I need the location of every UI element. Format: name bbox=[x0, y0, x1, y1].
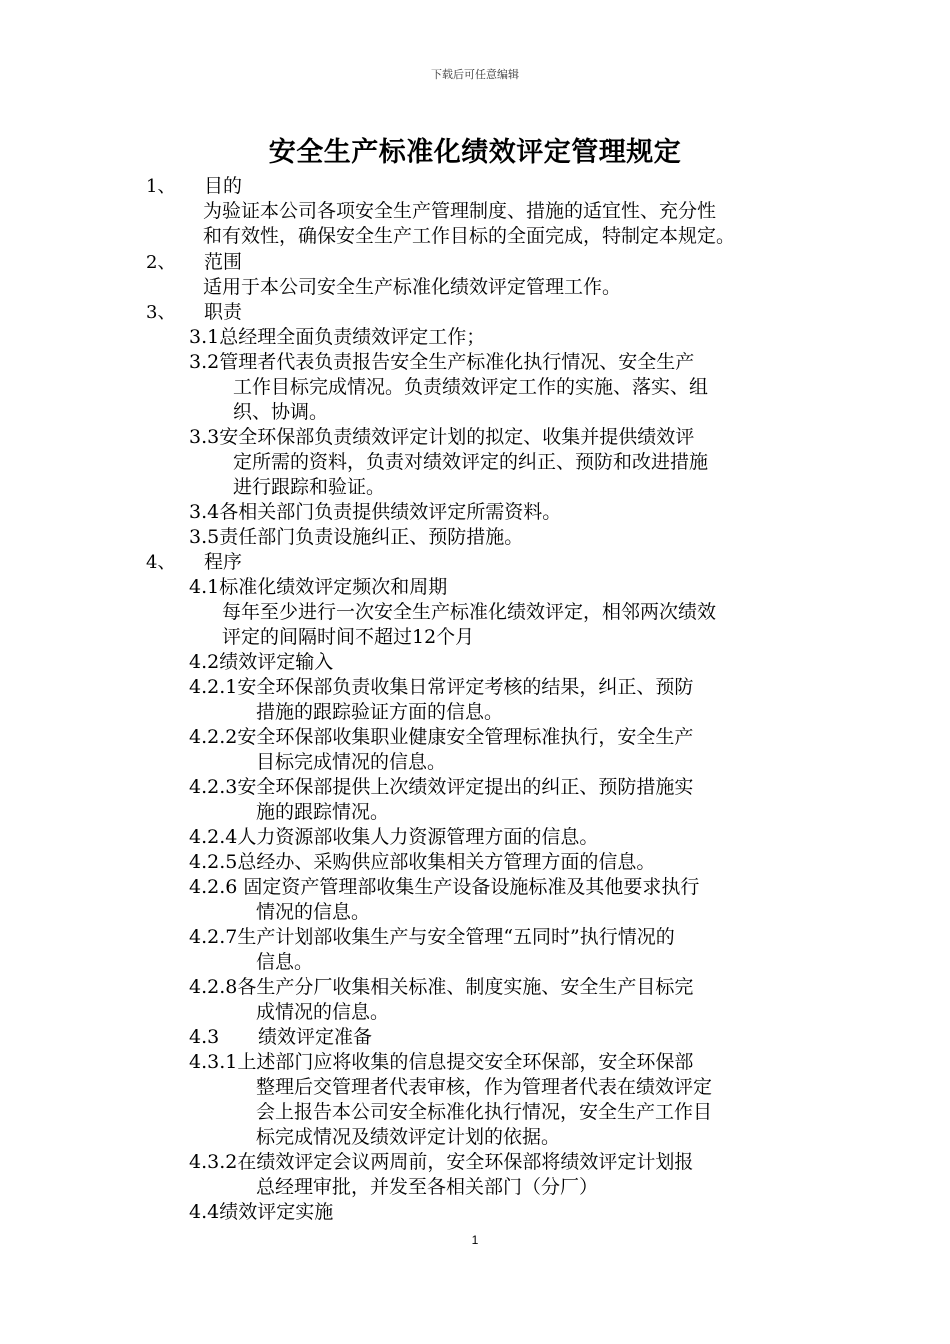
section-number: 4、 bbox=[146, 552, 176, 573]
paragraph-line: 为验证本公司各项安全生产管理制度、措施的适宜性、充分性 bbox=[203, 200, 717, 222]
list-item-continuation: 情况的信息。 bbox=[256, 901, 371, 923]
list-item: 4.3.2在绩效评定会议两周前，安全环保部将绩效评定计划报 bbox=[189, 1151, 694, 1173]
list-item-continuation: 整理后交管理者代表审核，作为管理者代表在绩效评定 bbox=[256, 1076, 713, 1098]
paragraph-line: 评定的间隔时间不超过12个月 bbox=[222, 626, 475, 648]
subsection-heading: 4.4绩效评定实施 bbox=[189, 1201, 334, 1223]
subsection-number: 4.3 bbox=[189, 1026, 220, 1048]
section-number: 3、 bbox=[146, 302, 176, 323]
page-header: 下载后可任意编辑 bbox=[431, 68, 519, 81]
section-heading: 职责 bbox=[204, 301, 243, 323]
section-number: 2、 bbox=[146, 252, 176, 273]
list-item: 4.2.2安全环保部收集职业健康安全管理标准执行，安全生产 bbox=[189, 726, 694, 748]
page-number: 1 bbox=[471, 1233, 479, 1247]
list-item: 4.2.8各生产分厂收集相关标准、制度实施、安全生产目标完 bbox=[189, 976, 694, 998]
document-title: 安全生产标准化绩效评定管理规定 bbox=[268, 137, 682, 168]
list-item-continuation: 措施的跟踪验证方面的信息。 bbox=[256, 701, 504, 723]
list-item: 4.2.7生产计划部收集生产与安全管理“五同时”执行情况的 bbox=[189, 926, 675, 948]
list-item: 4.2.1安全环保部负责收集日常评定考核的结果，纠正、预防 bbox=[189, 676, 694, 698]
list-item-continuation: 工作目标完成情况。负责绩效评定工作的实施、落实、组 bbox=[233, 376, 709, 398]
section-heading: 范围 bbox=[204, 251, 243, 273]
list-item: 4.2.3安全环保部提供上次绩效评定提出的纠正、预防措施实 bbox=[189, 776, 694, 798]
section-heading: 目的 bbox=[204, 175, 243, 197]
paragraph-line: 适用于本公司安全生产标准化绩效评定管理工作。 bbox=[203, 276, 622, 298]
list-item-continuation: 总经理审批，并发至各相关部门（分厂） bbox=[256, 1176, 599, 1198]
list-item-continuation: 信息。 bbox=[256, 951, 314, 973]
list-item: 3.1总经理全面负责绩效评定工作； bbox=[189, 326, 486, 348]
list-item-continuation: 目标完成情况的信息。 bbox=[256, 751, 447, 773]
list-item-continuation: 成情况的信息。 bbox=[256, 1001, 390, 1023]
subsection-heading: 4.1标准化绩效评定频次和周期 bbox=[189, 576, 448, 598]
list-item: 3.5责任部门负责设施纠正、预防措施。 bbox=[189, 526, 524, 548]
paragraph-line: 和有效性，确保安全生产工作目标的全面完成，特制定本规定。 bbox=[203, 225, 736, 247]
subsection-heading: 4.2绩效评定输入 bbox=[189, 651, 334, 673]
subsection-heading: 绩效评定准备 bbox=[258, 1026, 373, 1048]
list-item: 3.2管理者代表负责报告安全生产标准化执行情况、安全生产 bbox=[189, 351, 695, 373]
list-item-continuation: 定所需的资料，负责对绩效评定的纠正、预防和改进措施 bbox=[233, 451, 709, 473]
list-item: 3.3安全环保部负责绩效评定计划的拟定、收集并提供绩效评 bbox=[189, 426, 695, 448]
list-item-continuation: 施的跟踪情况。 bbox=[256, 801, 390, 823]
list-item: 4.3.1上述部门应将收集的信息提交安全环保部，安全环保部 bbox=[189, 1051, 694, 1073]
paragraph-line: 每年至少进行一次安全生产标准化绩效评定，相邻两次绩效 bbox=[222, 601, 717, 623]
list-item-continuation: 会上报告本公司安全标准化执行情况，安全生产工作目 bbox=[256, 1101, 713, 1123]
list-item-continuation: 织、协调。 bbox=[233, 401, 329, 423]
section-heading: 程序 bbox=[204, 551, 243, 573]
list-item: 3.4各相关部门负责提供绩效评定所需资料。 bbox=[189, 501, 562, 523]
list-item: 4.2.6 固定资产管理部收集生产设备设施标准及其他要求执行 bbox=[189, 876, 700, 898]
list-item: 4.2.4人力资源部收集人力资源管理方面的信息。 bbox=[189, 826, 599, 848]
list-item: 4.2.5总经办、采购供应部收集相关方管理方面的信息。 bbox=[189, 851, 656, 873]
list-item-continuation: 进行跟踪和验证。 bbox=[233, 476, 386, 498]
section-number: 1、 bbox=[146, 176, 176, 197]
list-item-continuation: 标完成情况及绩效评定计划的依据。 bbox=[256, 1126, 561, 1148]
